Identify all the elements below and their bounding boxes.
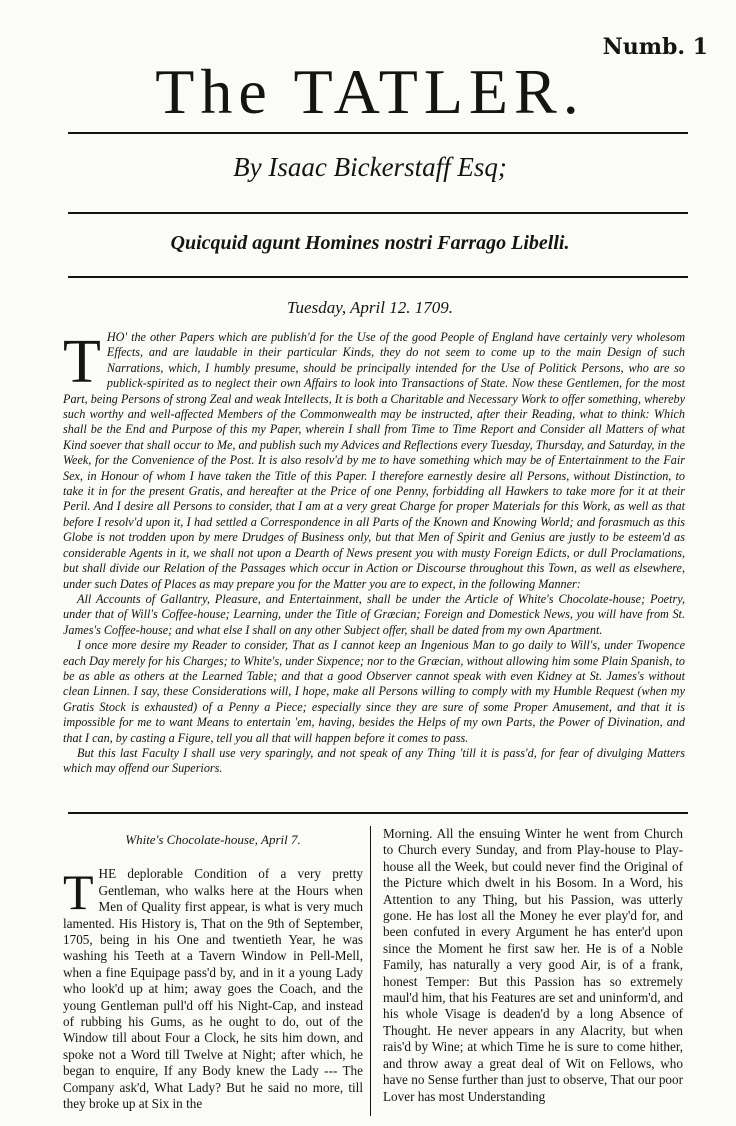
right-column-text: Morning. All the ensuing Winter he went from Church to Church every Sunday, and from Play-house to Play-house all the Week, but could never find the Original of the Picture which dwelt in his Bosom. In a Word, his Attention to any Thing, but his Passion, was utterly gone. He has lost all the Money he ever play'd for, and been confuted in every Argument he has enter'd upon since the Moment he first saw her. He is of a Noble Family, has naturally a very good Air, is of a frank, honest Temper: But this Passion has so extremely maul'd him, that his Features are set and uninform'd, and his whole Visage is deaden'd by a long Absence of Thought. He never appears in any Alacrity, but when rais'd by Wine; at which Time he is sure to come hither, and throw away a great deal of Wit on Fellows, who have no Sense further than just to observe, That our poor Lover has most Understanding (383, 826, 683, 1104)
right-column (383, 826, 683, 1105)
intro-paragraph: But this last Faculty I shall use very sparingly, and not speak of any Thing 'till it is pass'd, for fear of divulging Matters which may offend our Superiors. (63, 745, 685, 776)
drop-cap: T (63, 328, 101, 396)
column-divider (370, 826, 371, 1116)
intro-paragraph (63, 330, 685, 592)
byline: By Isaac Bickerstaff Esq; (233, 152, 507, 182)
dateline: Tuesday, April 12. 1709. (287, 298, 453, 317)
rule-above-columns (68, 812, 688, 814)
issue-number: Numb. 1 (602, 34, 708, 60)
left-column-body: HE deplorable Condition of a very pretty Gentleman, who walks here at the Hours when Men of Quality first appear, is what is very much lamented. His History is, That on the 9th of September, 1705, being in his One and twentieth Year, he was washing his Teeth at a Tavern Window in Pell-Mell, when a fine Equipage pass'd by, and in it a young Lady who look'd up at him; away goes the Coach, and the young Gentleman pull'd off his Night-Cap, and instead of rubbing his Gums, as he ought to do, out of the Window till about Four a Clock, he sits him down, and spoke not a Word till Twelve at Night; after which, he began to enquire, If any Body knew the Lady --- The Company ask'd, What Lady? But he said no more, till they broke up at Six in the (63, 866, 363, 1112)
masthead-title: The TATLER. (155, 56, 585, 127)
intro-paragraph-text: HO' the other Papers which are publish'd for the Use of the good People of England have certainly very wholesom Effects, and are laudable in their particular Kinds, they do not seem to come up to the main Design of such Narrations, which, I humbly presume, should be principally intended for the Use of Politick Persons, who are so publick-spirited as to neglect their own Affairs to look into Transactions of State. Now these Gentlemen, for the most Part, being Persons of strong Zeal and weak Intellects, It is both a Charitable and Necessary Work to offer something, whereby such worthy and well-affected Members of the Commonwealth may be instructed, after their Reading, what to think: Which shall be the End and Purpose of this my Paper, wherein I shall from Time to Time Report and Consider all Matters of what Kind soever that shall occur to Me, and publish such my Advices and Reflections every Tuesday, Thursday, and Saturday, in the Week, for the Convenience of the Post. It is also resolv'd by me to have something which may be of Entertainment to the Fair Sex, in Honour of whom I have taken the Title of this Paper. I therefore earnestly desire all Persons, without Distinction, to take it in for the present Gratis, and hereafter at the Price of one Penny, forbidding all Hawkers to take more for it at their Peril. And I desire all Persons to consider, that I am at a very great Charge for proper Materials for this Work, as well as that before I resolv'd upon it, I had settled a Correspondence in all Parts of the Known and Knowing World; and forasmuch as this Globe is not trodden upon by mere Drudges of Business only, but that Men of Spirit and Genius are justly to be esteem'd as considerable Agents in it, we shall not upon a Dearth of News present you with musty Foreign Edicts, or dull Proclamations, but shall divide our Relation of the Passages which occur in Action or Discourse throughout this Town, as well as elsewhere, under such Dates of Places as may prepare you for the Matter you are to expect, in the following Manner: (63, 330, 685, 591)
drop-cap: T (63, 864, 94, 921)
motto: Quicquid agunt Homines nostri Farrago Libelli. (170, 232, 570, 254)
left-column-text (63, 866, 363, 1112)
rule-under-byline (68, 212, 688, 214)
left-column (63, 826, 363, 1113)
column-heading: White's Chocolate-house, April 7. (125, 832, 301, 847)
rule-top (68, 132, 688, 134)
intro-article (63, 330, 685, 777)
intro-paragraph: I once more desire my Reader to consider, That as I cannot keep an Ingenious Man to go daily to Will's, under Twopence each Day merely for his Charges; to White's, under Sixpence; nor to the Græcian, without allowing him some Plain Spanish, to be as able as others at the Learned Table; and that a good Observer cannot speak with even Kidney at St. James's without clean Linnen. I say, these Considerations will, I hope, make all Persons willing to comply with my Humble Request (when my Gratis Stock is exhausted) of a Penny a Piece; especially since they are sure of some Proper Amusement, and that it is impossible for me to want Means to entertain 'em, having, besides the Helps of my own Parts, the Power of Divination, and that I can, by casting a Figure, tell you all that will happen before it comes to pass. (63, 638, 685, 745)
intro-paragraph: All Accounts of Gallantry, Pleasure, and Entertainment, shall be under the Article of White's Chocolate-house; Poetry, under that of Will's Coffee-house; Learning, under the Title of Græcian; Foreign and Domestick News, you will have from St. James's Coffee-house; and what else I shall on any other Subject offer, shall be dated from my own Apartment. (63, 591, 685, 637)
rule-under-motto (68, 276, 688, 278)
